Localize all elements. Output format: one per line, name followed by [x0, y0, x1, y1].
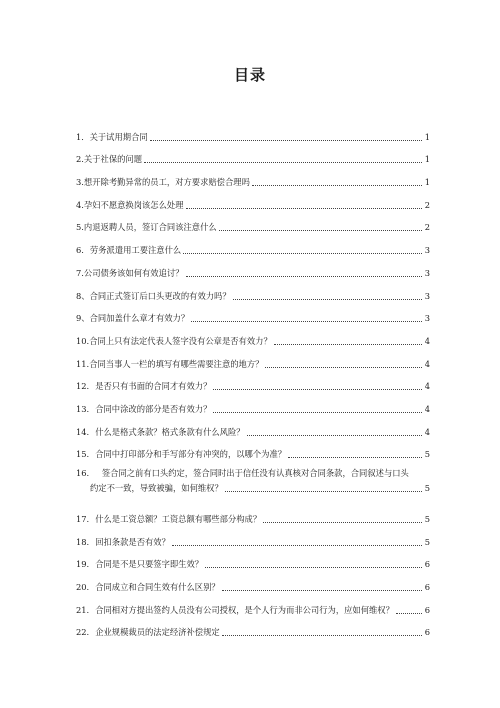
dot-leader	[265, 367, 422, 368]
dot-leader	[288, 457, 422, 458]
toc-entry-page: 5	[424, 483, 430, 494]
toc-entry[interactable]	[76, 302, 430, 325]
toc-entry-title: 想开除考勤异常的员工，对方要求赔偿合理吗	[83, 177, 250, 188]
dot-leader	[191, 321, 422, 322]
toc-entry-number: 9、	[76, 313, 90, 324]
dot-leader	[213, 389, 422, 390]
dot-leader	[205, 567, 422, 568]
toc-entry[interactable]	[76, 525, 430, 548]
page-title: 目录	[233, 66, 266, 84]
toc-entry-title: 什么是工资总额？工资总额有哪些部分构成？	[95, 514, 262, 524]
toc-entry-page: 5	[424, 536, 430, 547]
toc-entry-title: 合同上只有法定代表人签字没有公章是否有效力？	[89, 335, 272, 346]
toc-entry-number: 12.	[76, 381, 90, 392]
toc-entry-number: 20.	[76, 582, 90, 593]
table-of-contents	[76, 120, 430, 638]
toc-entry[interactable]	[76, 593, 430, 616]
dot-leader	[213, 412, 422, 413]
dot-leader	[396, 613, 422, 614]
dot-leader	[172, 545, 422, 546]
toc-entry[interactable]	[76, 438, 430, 461]
toc-entry-page: 4	[424, 403, 430, 414]
toc-entry-page: 4	[424, 358, 430, 369]
toc-entry-page: 5	[424, 514, 430, 524]
toc-entry-number: 14.	[76, 426, 90, 437]
dot-leader	[252, 185, 422, 186]
toc-entry-page: 6	[424, 604, 430, 615]
toc-entry-title-continued: 约定不一致，导致被骗，如何维权？	[90, 483, 223, 494]
toc-entry-title: 内退返聘人员，签订合同该注意什么	[83, 222, 217, 233]
toc-entry-title: 孕妇不愿意换岗该怎么处理	[83, 199, 184, 210]
toc-entry-number: 15.	[76, 449, 90, 460]
dot-leader	[219, 230, 422, 231]
toc-entry[interactable]	[76, 392, 430, 415]
toc-entry[interactable]	[76, 370, 430, 393]
toc-entry-title: 是否只有书面的合同才有效力？	[95, 381, 212, 392]
toc-entry-number: 3.	[76, 177, 84, 188]
toc-entry-second-line	[76, 483, 430, 494]
toc-entry-number: 4.	[76, 199, 84, 210]
toc-entry[interactable]	[76, 279, 430, 302]
toc-entry-number: 18.	[76, 536, 90, 547]
dot-leader	[274, 344, 422, 345]
toc-entry-number: 17.	[76, 514, 90, 524]
toc-entry-title: 合同相对方提出签约人员没有公司授权，是个人行为而非公司行为，应如何维权？	[95, 604, 394, 615]
toc-entry-page: 1	[424, 154, 430, 165]
toc-entry-title: 关于试用期合同	[89, 131, 148, 142]
toc-entry-number: 6.	[76, 245, 84, 256]
toc-entry[interactable]	[76, 211, 430, 234]
toc-entry-page: 6	[424, 582, 430, 593]
toc-entry-number: 1．	[76, 131, 90, 142]
toc-entry-page: 6	[424, 627, 430, 638]
toc-entry-title: 合同成立和合同生效有什么区别？	[95, 582, 220, 593]
toc-entry-title: 合同当事人一栏的填写有哪些需要注意的地方？	[89, 358, 264, 369]
dot-leader	[233, 299, 422, 300]
toc-entry-title: 关于社保的问题	[83, 154, 143, 165]
toc-entry-title: 公司债务该如何有效追讨？	[83, 267, 184, 278]
dot-leader	[222, 590, 422, 591]
toc-entry-title: 劳务派遣用工要注意什么	[89, 245, 182, 256]
toc-entry-page: 2	[424, 222, 430, 233]
toc-entry[interactable]	[76, 188, 430, 211]
dot-leader	[144, 162, 422, 163]
toc-entry-page: 6	[424, 559, 430, 570]
toc-entry[interactable]	[76, 502, 430, 525]
toc-entry[interactable]	[76, 165, 430, 188]
toc-entry[interactable]	[76, 120, 430, 143]
toc-entry[interactable]	[76, 570, 430, 593]
toc-entry[interactable]	[76, 143, 430, 166]
dot-leader	[186, 208, 423, 209]
toc-entry-page: 2	[424, 199, 430, 210]
toc-entry[interactable]	[76, 548, 430, 571]
toc-entry-first-line	[76, 460, 430, 479]
toc-entry-number: 13.	[76, 403, 90, 414]
toc-entry[interactable]	[76, 616, 430, 639]
toc-entry-number: 11.	[76, 358, 90, 369]
toc-entry-page: 3	[424, 313, 430, 324]
toc-entry-title: 企业规模裁员的法定经济补偿规定	[95, 627, 220, 638]
toc-entry[interactable]	[76, 324, 430, 347]
toc-entry-title: 回扣条款是否有效？	[95, 536, 170, 547]
toc-entry-title: 合同中涂改的部分是否有效力？	[95, 403, 212, 414]
toc-entry-page: 5	[424, 449, 430, 460]
toc-entry-title: 合同中打印部分和手写部分有冲突的，以哪个为准？	[95, 449, 287, 460]
toc-entry-number: 19.	[76, 559, 90, 570]
toc-entry-number: 5.	[76, 222, 84, 233]
toc-entry[interactable]	[76, 347, 430, 370]
toc-entry-number: 16.	[76, 468, 90, 479]
toc-entry-number: 21.	[76, 604, 90, 615]
toc-entry-page: 1	[424, 131, 430, 142]
toc-entry-page: 3	[424, 290, 430, 301]
toc-entry-page: 3	[424, 245, 430, 256]
toc-entry-title: 合同正式签订后口头更改的有效力吗？	[89, 290, 231, 301]
dot-leader	[247, 435, 422, 436]
toc-entry-page: 1	[424, 177, 430, 188]
toc-entry-number: 22.	[76, 627, 90, 638]
dot-leader	[186, 276, 423, 277]
dot-leader	[263, 522, 422, 523]
toc-entry[interactable]	[76, 233, 430, 256]
dot-leader	[225, 491, 422, 492]
toc-entry-number: 2.	[76, 154, 84, 165]
toc-entry-page: 4	[424, 426, 430, 437]
dot-leader	[183, 253, 422, 254]
toc-entry[interactable]	[76, 415, 430, 438]
toc-entry-page: 4	[424, 381, 430, 392]
toc-entry-number: 8、	[76, 290, 90, 301]
toc-entry-page: 3	[424, 267, 430, 278]
toc-entry-title: 合同加盖什么章才有效力？	[89, 313, 190, 324]
toc-entry-page: 4	[424, 335, 430, 346]
toc-entry[interactable]	[76, 256, 430, 279]
toc-entry-title: 签合同之前有口头约定，签合同时出于信任没有认真核对合同条款，合同叙述与口头	[101, 468, 409, 479]
toc-entry-title: 合同是不是只要签字即生效？	[95, 559, 204, 570]
dot-leader	[222, 635, 422, 636]
toc-entry-number: 10.	[76, 335, 90, 346]
toc-entry-number: 7.	[76, 267, 84, 278]
toc-entry-title: 什么是格式条款？格式条款有什么风险？	[95, 426, 245, 437]
dot-leader	[150, 140, 422, 141]
toc-entry[interactable]	[76, 460, 430, 502]
